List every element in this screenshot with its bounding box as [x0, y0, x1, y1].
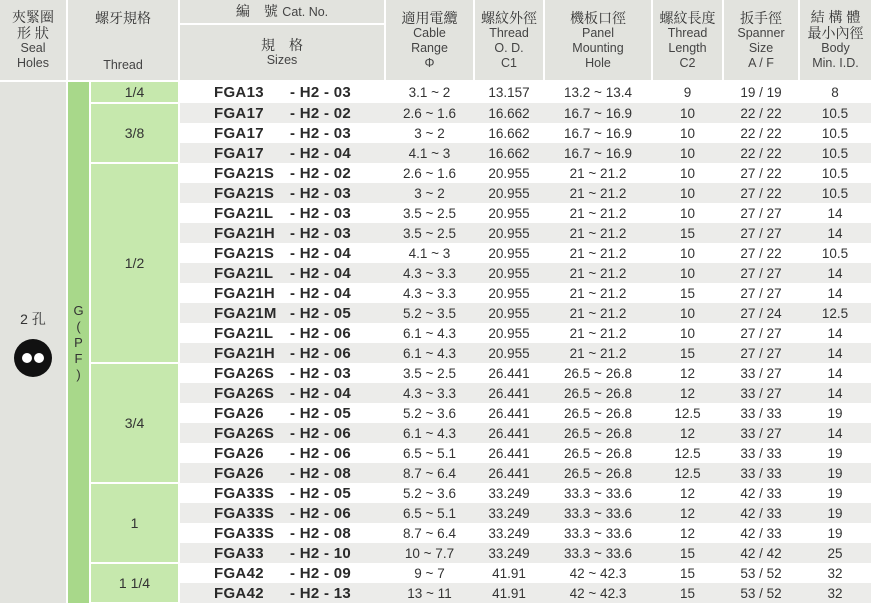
thread-length-cell: 15 — [652, 563, 723, 583]
body-id-cell: 10.5 — [799, 163, 871, 183]
cat-no-cell — [179, 81, 385, 103]
cable-range-cell: 3.5 ~ 2.5 — [385, 223, 474, 243]
thread-length-cell: 12 — [652, 483, 723, 503]
spanner-size-cell: 53 / 52 — [723, 583, 799, 603]
thread-size-cell: 3/4 — [90, 363, 179, 483]
size-code: - H2 - 03 — [290, 184, 352, 202]
thread-od-cell: 26.441 — [474, 423, 544, 443]
cable-range-cell: 3.5 ~ 2.5 — [385, 203, 474, 223]
cable-range-cell: 6.1 ~ 4.3 — [385, 343, 474, 363]
body-id-cell: 10.5 — [799, 183, 871, 203]
panel-hole-cell: 13.2 ~ 13.4 — [544, 81, 652, 103]
panel-hole-cell: 26.5 ~ 26.8 — [544, 403, 652, 423]
body-id-cell: 19 — [799, 403, 871, 423]
table-row — [0, 483, 871, 503]
model-code: FGA33S — [214, 484, 275, 502]
thread-od-cell: 20.955 — [474, 243, 544, 263]
model-code: FGA33S — [214, 524, 275, 542]
thread-length-cell: 10 — [652, 183, 723, 203]
thread-od-cell: 33.249 — [474, 543, 544, 563]
thread-size-cell: 1/4 — [90, 81, 179, 103]
size-code: - H2 - 02 — [290, 164, 352, 182]
panel-hole-cell: 33.3 ~ 33.6 — [544, 523, 652, 543]
thread-length-cell: 10 — [652, 323, 723, 343]
size-code: - H2 - 03 — [290, 84, 352, 101]
thread-od-cell: 13.157 — [474, 81, 544, 103]
cat-no-cell — [179, 223, 385, 243]
thread-od-cell: 16.662 — [474, 103, 544, 123]
model-code: FGA17 — [214, 104, 264, 122]
spanner-size-cell: 27 / 22 — [723, 243, 799, 263]
cable-range-cell: 10 ~ 7.7 — [385, 543, 474, 563]
thread-od-cell: 20.955 — [474, 283, 544, 303]
panel-hole-cell: 33.3 ~ 33.6 — [544, 483, 652, 503]
body-id-cell: 10.5 — [799, 143, 871, 163]
spanner-size-cell: 27 / 27 — [723, 323, 799, 343]
size-code: - H2 - 04 — [290, 384, 352, 402]
thread-od-cell: 26.441 — [474, 463, 544, 483]
body-id-cell: 14 — [799, 423, 871, 443]
cable-range-cell: 3.5 ~ 2.5 — [385, 363, 474, 383]
thread-length-cell: 15 — [652, 283, 723, 303]
cat-no-cell — [179, 123, 385, 143]
panel-hole-cell: 21 ~ 21.2 — [544, 243, 652, 263]
cat-no-cell — [179, 523, 385, 543]
model-code: FGA21L — [214, 264, 274, 282]
size-code: - H2 - 08 — [290, 464, 352, 482]
cat-no-cell — [179, 423, 385, 443]
thread-length-cell: 10 — [652, 123, 723, 143]
thread-length-cell: 12 — [652, 503, 723, 523]
gpf-char: P — [74, 334, 83, 350]
size-code: - H2 - 04 — [290, 144, 352, 162]
model-code: FGA21S — [214, 244, 275, 262]
thread-od-cell: 20.955 — [474, 183, 544, 203]
thread-od-cell: 20.955 — [474, 203, 544, 223]
body-id-cell: 14 — [799, 203, 871, 223]
thread-length-cell: 15 — [652, 583, 723, 603]
cat-no-cell — [179, 543, 385, 563]
panel-hole-cell: 21 ~ 21.2 — [544, 163, 652, 183]
size-code: - H2 - 03 — [290, 124, 352, 142]
model-code: FGA26S — [214, 384, 275, 402]
body-id-cell: 10.5 — [799, 103, 871, 123]
cable-range-cell: 5.2 ~ 3.6 — [385, 403, 474, 423]
size-code: - H2 - 05 — [290, 304, 352, 322]
spanner-size-cell: 53 / 52 — [723, 563, 799, 583]
cat-no-cell — [179, 403, 385, 423]
model-code: FGA33S — [214, 504, 275, 522]
panel-hole-cell: 26.5 ~ 26.8 — [544, 423, 652, 443]
size-code: - H2 - 03 — [290, 204, 352, 222]
thread-length-cell: 12.5 — [652, 403, 723, 423]
model-code: FGA33 — [214, 544, 264, 562]
body-id-cell: 14 — [799, 363, 871, 383]
cable-range-cell: 5.2 ~ 3.6 — [385, 483, 474, 503]
thread-length-cell: 10 — [652, 163, 723, 183]
body-id-cell: 14 — [799, 343, 871, 363]
size-code: - H2 - 06 — [290, 504, 352, 522]
spanner-size-cell: 27 / 27 — [723, 263, 799, 283]
spanner-size-cell: 27 / 27 — [723, 343, 799, 363]
size-code: - H2 - 06 — [290, 344, 352, 362]
panel-hole-cell: 42 ~ 42.3 — [544, 583, 652, 603]
thread-length-cell: 12 — [652, 363, 723, 383]
spanner-size-cell: 22 / 22 — [723, 123, 799, 143]
gpf-char: ( — [76, 318, 81, 334]
cable-range-cell: 9 ~ 7 — [385, 563, 474, 583]
model-code: FGA26 — [214, 464, 264, 482]
panel-hole-cell: 26.5 ~ 26.8 — [544, 383, 652, 403]
thread-od-cell: 26.441 — [474, 363, 544, 383]
two-hole-seal-icon — [14, 339, 52, 377]
spanner-size-cell: 27 / 22 — [723, 163, 799, 183]
cat-no-cell — [179, 383, 385, 403]
thread-length-cell: 15 — [652, 343, 723, 363]
header-spanner: 扳手徑 Spanner Size A / F — [723, 0, 799, 81]
spanner-size-cell: 22 / 22 — [723, 143, 799, 163]
spanner-size-cell: 42 / 33 — [723, 503, 799, 523]
thread-od-cell: 41.91 — [474, 563, 544, 583]
table-row — [0, 363, 871, 383]
thread-od-cell: 20.955 — [474, 343, 544, 363]
spanner-size-cell: 22 / 22 — [723, 103, 799, 123]
spanner-size-cell: 42 / 33 — [723, 523, 799, 543]
size-code: - H2 - 05 — [290, 484, 352, 502]
model-code: FGA42 — [214, 584, 264, 602]
thread-od-cell: 20.955 — [474, 263, 544, 283]
model-code: FGA13 — [214, 84, 264, 101]
spanner-size-cell: 33 / 33 — [723, 463, 799, 483]
thread-length-cell: 10 — [652, 143, 723, 163]
header-seal: 夾緊圈 形 狀 Seal Holes — [0, 0, 67, 81]
cat-no-cell — [179, 323, 385, 343]
size-code: - H2 - 04 — [290, 284, 352, 302]
thread-od-cell: 41.91 — [474, 583, 544, 603]
panel-hole-cell: 21 ~ 21.2 — [544, 203, 652, 223]
model-code: FGA21S — [214, 164, 275, 182]
thread-length-cell: 12.5 — [652, 443, 723, 463]
cable-range-cell: 5.2 ~ 3.5 — [385, 303, 474, 323]
cat-no-cell — [179, 443, 385, 463]
model-code: FGA42 — [214, 564, 264, 582]
thread-od-cell: 20.955 — [474, 323, 544, 343]
cable-range-cell: 4.3 ~ 3.3 — [385, 383, 474, 403]
cat-no-cell — [179, 563, 385, 583]
spanner-size-cell: 33 / 27 — [723, 363, 799, 383]
table-row — [0, 563, 871, 583]
size-code: - H2 - 03 — [290, 364, 352, 382]
thread-length-cell: 15 — [652, 223, 723, 243]
cable-range-cell: 4.3 ~ 3.3 — [385, 263, 474, 283]
thread-length-cell: 12 — [652, 423, 723, 443]
body-id-cell: 14 — [799, 383, 871, 403]
thread-size-cell: 1 1/4 — [90, 563, 179, 603]
body-id-cell: 14 — [799, 263, 871, 283]
seal-holes-cell — [0, 81, 67, 603]
spanner-size-cell: 33 / 33 — [723, 403, 799, 423]
spanner-size-cell: 42 / 42 — [723, 543, 799, 563]
model-code: FGA26S — [214, 424, 275, 442]
model-code: FGA21L — [214, 204, 274, 222]
body-id-cell: 10.5 — [799, 243, 871, 263]
panel-hole-cell: 16.7 ~ 16.9 — [544, 123, 652, 143]
cable-range-cell: 13 ~ 11 — [385, 583, 474, 603]
thread-od-cell: 16.662 — [474, 123, 544, 143]
body-id-cell: 12.5 — [799, 303, 871, 323]
thread-od-cell: 33.249 — [474, 483, 544, 503]
model-code: FGA21L — [214, 324, 274, 342]
thread-length-cell: 15 — [652, 543, 723, 563]
table-row — [0, 81, 871, 103]
gpf-char: F — [74, 350, 83, 366]
size-code: - H2 - 03 — [290, 224, 352, 242]
cable-range-cell: 2.6 ~ 1.6 — [385, 163, 474, 183]
spanner-size-cell: 33 / 27 — [723, 423, 799, 443]
header-cable: 適用電纜 Cable Range Φ — [385, 0, 474, 81]
thread-size-cell: 1/2 — [90, 163, 179, 363]
cable-range-cell: 3 ~ 2 — [385, 123, 474, 143]
model-code: FGA26 — [214, 404, 264, 422]
size-code: - H2 - 06 — [290, 444, 352, 462]
thread-od-cell: 16.662 — [474, 143, 544, 163]
model-code: FGA21H — [214, 344, 275, 362]
model-code: FGA26S — [214, 364, 275, 382]
thread-type-gpf — [67, 81, 90, 603]
size-code: - H2 - 02 — [290, 104, 352, 122]
spanner-size-cell: 27 / 27 — [723, 283, 799, 303]
panel-hole-cell: 21 ~ 21.2 — [544, 263, 652, 283]
size-code: - H2 - 09 — [290, 564, 352, 582]
table-row — [0, 103, 871, 123]
cat-no-cell — [179, 283, 385, 303]
body-id-cell: 19 — [799, 483, 871, 503]
header-sizes: 規 格 Sizes — [179, 24, 385, 81]
size-code: - H2 - 04 — [290, 264, 352, 282]
panel-hole-cell: 21 ~ 21.2 — [544, 323, 652, 343]
size-code: - H2 - 10 — [290, 544, 352, 562]
body-id-cell: 32 — [799, 563, 871, 583]
cat-no-cell — [179, 163, 385, 183]
thread-length-cell: 12.5 — [652, 463, 723, 483]
seal-label: 2 孔 — [20, 310, 46, 327]
header-od: 螺紋外徑 Thread O. D. C1 — [474, 0, 544, 81]
spanner-size-cell: 19 / 19 — [723, 81, 799, 103]
cable-range-cell: 6.5 ~ 5.1 — [385, 503, 474, 523]
model-code: FGA17 — [214, 124, 264, 142]
model-code: FGA21M — [214, 304, 277, 322]
body-id-cell: 25 — [799, 543, 871, 563]
cat-no-cell — [179, 143, 385, 163]
gpf-char: ) — [76, 366, 81, 382]
thread-length-cell: 9 — [652, 81, 723, 103]
header-panel: 機板口徑 Panel Mounting Hole — [544, 0, 652, 81]
thread-od-cell: 33.249 — [474, 523, 544, 543]
cat-no-cell — [179, 243, 385, 263]
size-code: - H2 - 04 — [290, 244, 352, 262]
cat-no-cell — [179, 343, 385, 363]
body-id-cell: 14 — [799, 323, 871, 343]
body-id-cell: 14 — [799, 223, 871, 243]
cable-range-cell: 4.1 ~ 3 — [385, 243, 474, 263]
thread-length-cell: 10 — [652, 263, 723, 283]
cable-range-cell: 4.1 ~ 3 — [385, 143, 474, 163]
thread-length-cell: 10 — [652, 243, 723, 263]
body-id-cell: 14 — [799, 283, 871, 303]
model-code: FGA21H — [214, 224, 275, 242]
spanner-size-cell: 42 / 33 — [723, 483, 799, 503]
thread-od-cell: 26.441 — [474, 383, 544, 403]
cable-range-cell: 6.1 ~ 4.3 — [385, 423, 474, 443]
table-row — [0, 163, 871, 183]
spanner-size-cell: 33 / 27 — [723, 383, 799, 403]
panel-hole-cell: 42 ~ 42.3 — [544, 563, 652, 583]
cable-range-cell: 2.6 ~ 1.6 — [385, 103, 474, 123]
cat-no-cell — [179, 303, 385, 323]
panel-hole-cell: 33.3 ~ 33.6 — [544, 543, 652, 563]
size-code: - H2 - 06 — [290, 424, 352, 442]
model-code: FGA21S — [214, 184, 275, 202]
cat-no-cell — [179, 463, 385, 483]
panel-hole-cell: 26.5 ~ 26.8 — [544, 363, 652, 383]
spanner-size-cell: 27 / 22 — [723, 183, 799, 203]
panel-hole-cell: 26.5 ~ 26.8 — [544, 463, 652, 483]
cat-no-cell — [179, 183, 385, 203]
thread-size-cell: 1 — [90, 483, 179, 563]
spanner-size-cell: 27 / 24 — [723, 303, 799, 323]
cable-range-cell: 4.3 ~ 3.3 — [385, 283, 474, 303]
model-code: FGA21H — [214, 284, 275, 302]
cat-no-cell — [179, 363, 385, 383]
thread-od-cell: 26.441 — [474, 403, 544, 423]
model-code: FGA17 — [214, 144, 264, 162]
panel-hole-cell: 26.5 ~ 26.8 — [544, 443, 652, 463]
panel-hole-cell: 21 ~ 21.2 — [544, 183, 652, 203]
size-code: - H2 - 08 — [290, 524, 352, 542]
gpf-char: G — [73, 302, 84, 318]
header-length: 螺紋長度 Thread Length C2 — [652, 0, 723, 81]
cat-no-cell — [179, 263, 385, 283]
header-catno: 編 號 Cat. No. — [179, 0, 385, 24]
cat-no-cell — [179, 103, 385, 123]
thread-length-cell: 10 — [652, 303, 723, 323]
thread-length-cell: 12 — [652, 523, 723, 543]
body-id-cell: 8 — [799, 81, 871, 103]
header-thread: 螺牙規格 Thread — [67, 0, 179, 81]
thread-od-cell: 20.955 — [474, 163, 544, 183]
cat-no-cell — [179, 203, 385, 223]
thread-od-cell: 20.955 — [474, 223, 544, 243]
cable-range-cell: 8.7 ~ 6.4 — [385, 523, 474, 543]
body-id-cell: 32 — [799, 583, 871, 603]
panel-hole-cell: 21 ~ 21.2 — [544, 343, 652, 363]
thread-od-cell: 20.955 — [474, 303, 544, 323]
header-body: 結 構 體 最小內徑 Body Min. I.D. — [799, 0, 871, 81]
cable-range-cell: 6.5 ~ 5.1 — [385, 443, 474, 463]
cat-no-cell — [179, 483, 385, 503]
size-code: - H2 - 06 — [290, 324, 352, 342]
cable-range-cell: 3.1 ~ 2 — [385, 81, 474, 103]
thread-length-cell: 10 — [652, 203, 723, 223]
panel-hole-cell: 21 ~ 21.2 — [544, 283, 652, 303]
panel-hole-cell: 21 ~ 21.2 — [544, 223, 652, 243]
body-id-cell: 19 — [799, 443, 871, 463]
model-code: FGA26 — [214, 444, 264, 462]
body-id-cell: 19 — [799, 523, 871, 543]
spanner-size-cell: 33 / 33 — [723, 443, 799, 463]
thread-size-cell: 3/8 — [90, 103, 179, 163]
panel-hole-cell: 33.3 ~ 33.6 — [544, 503, 652, 523]
cat-no-cell — [179, 583, 385, 603]
body-id-cell: 10.5 — [799, 123, 871, 143]
panel-hole-cell: 16.7 ~ 16.9 — [544, 143, 652, 163]
cat-no-cell — [179, 503, 385, 523]
thread-od-cell: 26.441 — [474, 443, 544, 463]
thread-od-cell: 33.249 — [474, 503, 544, 523]
body-id-cell: 19 — [799, 463, 871, 483]
size-code: - H2 - 05 — [290, 404, 352, 422]
cable-range-cell: 8.7 ~ 6.4 — [385, 463, 474, 483]
thread-length-cell: 10 — [652, 103, 723, 123]
panel-hole-cell: 21 ~ 21.2 — [544, 303, 652, 323]
cable-range-cell: 6.1 ~ 4.3 — [385, 323, 474, 343]
spanner-size-cell: 27 / 27 — [723, 223, 799, 243]
cable-range-cell: 3 ~ 2 — [385, 183, 474, 203]
thread-length-cell: 12 — [652, 383, 723, 403]
body-id-cell: 19 — [799, 503, 871, 523]
spanner-size-cell: 27 / 27 — [723, 203, 799, 223]
panel-hole-cell: 16.7 ~ 16.9 — [544, 103, 652, 123]
size-code: - H2 - 13 — [290, 584, 352, 602]
